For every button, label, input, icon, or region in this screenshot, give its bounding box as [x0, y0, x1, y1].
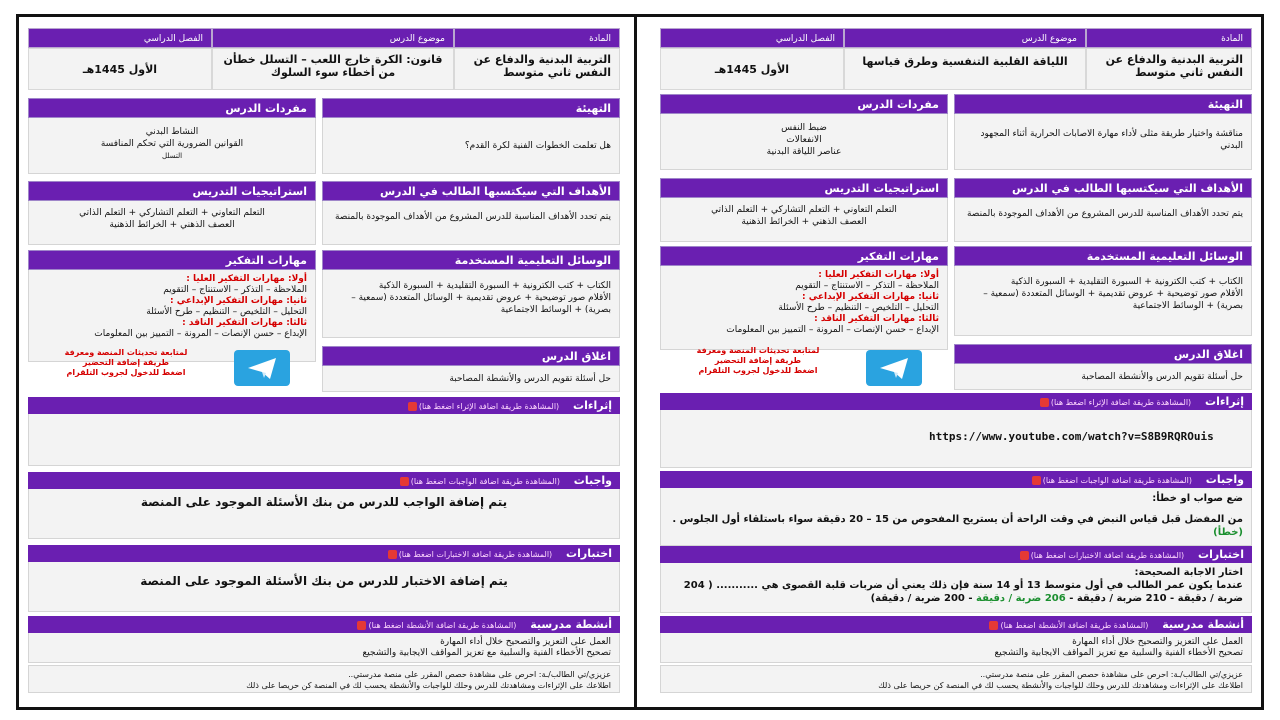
note-line: عزيزي/تي الطالب/ـة: احرص على مشاهدة حصص المقرر على منصة مدرستي..: [348, 670, 611, 679]
homework-link[interactable]: (المشاهدة طريقة اضافة الواجبات اضغط هنا): [410, 477, 560, 486]
activities-line: تصحيح الأخطاء الفنية والسلبية مع تعزيز المواقف الايجابية والتشجيع: [994, 648, 1243, 658]
closing-body: حل أسئلة تقويم الدرس والأنشطة المصاحبة: [954, 364, 1252, 390]
strategies-body: [660, 198, 948, 242]
vocab-body: [660, 114, 948, 170]
strategies-title: استراتيجيات التدريس: [660, 178, 948, 198]
activities-line: العمل على التعزيز والتصحيح خلال أداء المهارة: [440, 637, 611, 647]
activities-body: [28, 633, 620, 663]
vocab-line: عناصر اللياقة البدنية: [766, 147, 842, 157]
closing-body: حل أسئلة تقويم الدرس والأنشطة المصاحبة: [322, 366, 620, 392]
warmup-title: التهيئة: [954, 94, 1252, 114]
enrich-header: [660, 393, 1252, 410]
tools-title: الوسائل التعليمية المستخدمة: [954, 246, 1252, 266]
tools-line: الكتاب + كتب الكترونية + السبورة التقليدية + السبورة الذكية: [378, 281, 611, 291]
page-divider: [634, 14, 637, 710]
vocab-line: التسلل: [161, 152, 183, 160]
closing-title: اغلاق الدرس: [322, 346, 620, 366]
thinking-title: مهارات التفكير: [660, 246, 948, 266]
enrich-body: [660, 410, 1252, 468]
tests-question-text: عندما يكون عمر الطالب في أول متوسط 13 أو 14 سنة فإن ذلك يعني أن ضربات قلبة القصوى هي ........... ( 204 ضربة / دقيقة - 210 ضربة / دقيقة -: [683, 580, 1243, 604]
vocab-title: مفردات الدرس: [28, 98, 316, 118]
youtube-icon[interactable]: [989, 621, 998, 630]
thinking-line: الملاحظة – التذكر – الاستنتاج – التقويم: [163, 285, 307, 295]
lesson-plan-left: [28, 28, 620, 696]
promo-line: لمتابعة تحديثات المنصة ومعرفة: [64, 348, 188, 357]
thinking-body: [660, 266, 948, 350]
tests-title: اختبارات: [566, 547, 612, 560]
youtube-icon[interactable]: [1020, 551, 1029, 560]
vocab-line: ضبط النفس: [781, 123, 827, 133]
enrich-body: [28, 414, 620, 466]
vocab-title: مفردات الدرس: [660, 94, 948, 114]
promo-line: طريقة إضافة التحضير: [714, 356, 802, 365]
telegram-icon[interactable]: [866, 350, 922, 386]
vocab-line: النشاط البدني: [145, 127, 199, 137]
youtube-icon[interactable]: [400, 477, 409, 486]
promo-line: اضغط للدخول لجروب التلقرام: [66, 368, 186, 377]
thinking-line: التحليل – التلخيص – التنظيم – طرح الأسئلة: [778, 303, 939, 313]
vocab-line: الانفعالات: [786, 135, 822, 145]
enrich-title: إثراءات: [1205, 395, 1244, 408]
note-line: اطلاعك على الإثراءات ومشاهدتك للدرس وحلك للواجبات والأنشطة يحسب لك في المنصة كن حريصا على ذلك: [246, 681, 611, 690]
enrich-title: إثراءات: [573, 399, 612, 412]
homework-title: واجبات: [573, 474, 612, 487]
thinking-line: ثالثا: مهارات التفكير الناقد :: [182, 318, 307, 328]
strategies-line: العصف الذهني + الخرائط الذهنية: [109, 220, 235, 230]
term-value: الأول 1445هـ: [28, 48, 212, 90]
vocab-line: القوانين الضرورية التي تحكم المنافسة: [100, 139, 244, 149]
homework-link[interactable]: (المشاهدة طريقة اضافة الواجبات اضغط هنا): [1042, 476, 1192, 485]
thinking-line: التحليل – التلخيص – التنظيم – طرح الأسئلة: [146, 307, 307, 317]
strategies-line: التعلم التعاوني + التعلم التشاركي + التعلم الذاتي: [79, 208, 265, 218]
vocab-body: [28, 118, 316, 174]
homework-body: يتم إضافة الواجب للدرس من بنك الأسئلة الموجود على المنصة: [28, 489, 620, 539]
activities-body: [660, 633, 1252, 663]
student-note: [28, 665, 620, 693]
activities-line: العمل على التعزيز والتصحيح خلال أداء المهارة: [1072, 637, 1243, 647]
strategies-title: استراتيجيات التدريس: [28, 181, 316, 201]
thinking-line: أولا: مهارات التفكير العليا :: [818, 270, 939, 280]
topic-value: قانون: الكرة خارج اللعب – التسلل خطأن من أخطاء سوء السلوك: [212, 48, 454, 90]
enrich-url[interactable]: https://www.youtube.com/watch?v=S8B9RQROuis: [929, 430, 1214, 443]
warmup-title: التهيئة: [322, 98, 620, 118]
activities-header: [28, 616, 620, 633]
enrich-link[interactable]: (المشاهدة طريقة اضافة الإثراء اضغط هنا): [418, 402, 560, 411]
promo-line: طريقة إضافة التحضير: [82, 358, 170, 367]
thinking-line: الإبداع – حسن الإنصات – المرونة – التمييز بين المعلومات: [94, 329, 307, 339]
homework-header: [660, 471, 1252, 488]
tests-title: اختبارات: [1198, 548, 1244, 561]
tools-body: [322, 270, 620, 338]
tests-question-end: - 200 ضربة / دقيقة): [870, 593, 973, 604]
strategies-line: العصف الذهني + الخرائط الذهنية: [741, 217, 867, 227]
closing-title: اغلاق الدرس: [954, 344, 1252, 364]
telegram-icon[interactable]: [234, 350, 290, 386]
activities-link[interactable]: (المشاهدة طريقة اضافة الأنشطة اضغط هنا): [1000, 621, 1149, 630]
term-label: الفصل الدراسي: [660, 28, 844, 48]
activities-title: أنشطة مدرسية: [1162, 618, 1244, 631]
goals-body: يتم تحدد الأهداف المناسبة للدرس المشروع من الأهداف الموجودة بالمنصة: [954, 198, 1252, 242]
tests-body: [660, 563, 1252, 613]
thinking-line: الإبداع – حسن الإنصات – المرونة – التمييز بين المعلومات: [726, 325, 939, 335]
goals-body: يتم تحدد الأهداف المناسبة للدرس المشروع من الأهداف الموجودة بالمنصة: [322, 201, 620, 245]
topic-value: اللياقة القلبية التنفسية وطرق قياسها: [844, 48, 1086, 90]
youtube-icon[interactable]: [1032, 476, 1041, 485]
tools-line: الكتاب + كتب الكترونية + السبورة التقليدية + السبورة الذكية: [1010, 277, 1243, 287]
thinking-line: أولا: مهارات التفكير العليا :: [186, 274, 307, 284]
homework-question-head: ضع صواب او خطأ:: [1152, 493, 1243, 504]
tests-header: [660, 546, 1252, 563]
tests-link[interactable]: (المشاهدة طريقة اضافة الاختبارات اضغط هنا): [398, 550, 553, 559]
term-value: الأول 1445هـ: [660, 48, 844, 90]
note-line: عزيزي/تي الطالب/ـة: احرص على مشاهدة حصص المقرر على منصة مدرستي..: [980, 670, 1243, 679]
warmup-body: هل تعلمت الخطوات الفنية لكرة القدم؟: [322, 118, 620, 174]
enrich-link[interactable]: (المشاهدة طريقة اضافة الإثراء اضغط هنا): [1050, 398, 1192, 407]
homework-question-text: من المفضل قبل قياس النبض في وقت الراحة أن يستريح المفحوص من 15 – 20 دقيقة سواء باستلقاء أول الجلوس .: [672, 514, 1243, 525]
activities-line: تصحيح الأخطاء الفنية والسلبية مع تعزيز المواقف الايجابية والتشجيع: [362, 648, 611, 658]
strategies-line: التعلم التعاوني + التعلم التشاركي + التعلم الذاتي: [711, 205, 897, 215]
activities-title: أنشطة مدرسية: [530, 618, 612, 631]
youtube-icon[interactable]: [1040, 398, 1049, 407]
homework-title: واجبات: [1205, 473, 1244, 486]
subject-label: المادة: [454, 28, 620, 48]
homework-header: [28, 472, 620, 489]
term-label: الفصل الدراسي: [28, 28, 212, 48]
promo-line: اضغط للدخول لجروب التلقرام: [698, 366, 818, 375]
warmup-body: مناقشة واختيار طريقة مثلى لأداء مهارة الاصابات الحرارية أثناء المجهود البدني: [954, 114, 1252, 170]
goals-title: الأهداف التي سيكتسبها الطالب في الدرس: [954, 178, 1252, 198]
thinking-line: الملاحظة – التذكر – الاستنتاج – التقويم: [795, 281, 939, 291]
tools-line: الأقلام صور توضيحية + عروض تقديمية + الوسائل المتعددة (سمعية – بصرية) + الوسائط الاجتماعية: [351, 293, 611, 315]
thinking-line: ثانيا: مهارات التفكير الإبداعي :: [170, 296, 307, 306]
thinking-line: ثالثا: مهارات التفكير الناقد :: [814, 314, 939, 324]
thinking-line: ثانيا: مهارات التفكير الإبداعي :: [802, 292, 939, 302]
tests-body: يتم إضافة الاختبار للدرس من بنك الأسئلة الموجود على المنصة: [28, 562, 620, 612]
subject-value: التربية البدنية والدفاع عن النفس ثاني متوسط: [1086, 48, 1252, 90]
homework-answer: (خطأ): [1213, 527, 1243, 538]
homework-body: [660, 488, 1252, 546]
homework-question: [669, 513, 1243, 539]
activities-header: [660, 616, 1252, 633]
strategies-body: [28, 201, 316, 245]
goals-title: الأهداف التي سيكتسبها الطالب في الدرس: [322, 181, 620, 201]
thinking-title: مهارات التفكير: [28, 250, 316, 270]
promo-line: لمتابعة تحديثات المنصة ومعرفة: [696, 346, 820, 355]
tools-line: الأقلام صور توضيحية + عروض تقديمية + الوسائل المتعددة (سمعية – بصرية) + الوسائط الاجتماعية: [983, 289, 1243, 311]
enrich-header: [28, 397, 620, 414]
subject-label: المادة: [1086, 28, 1252, 48]
note-line: اطلاعك على الإثراءات ومشاهدتك للدرس وحلك للواجبات والأنشطة يحسب لك في المنصة كن حريصا على ذلك: [878, 681, 1243, 690]
tools-body: [954, 266, 1252, 336]
subject-value: التربية البدنية والدفاع عن النفس ثاني متوسط: [454, 48, 620, 90]
telegram-promo[interactable]: [660, 346, 856, 376]
activities-link[interactable]: (المشاهدة طريقة اضافة الأنشطة اضغط هنا): [368, 621, 517, 630]
student-note: [660, 665, 1252, 693]
youtube-icon[interactable]: [408, 402, 417, 411]
youtube-icon[interactable]: [388, 550, 397, 559]
tests-answer: 206 ضربة / دقيقة: [976, 593, 1066, 604]
topic-label: موضوع الدرس: [212, 28, 454, 48]
tests-question-head: اختار الاجابة الصحيحة:: [1134, 567, 1243, 578]
topic-label: موضوع الدرس: [844, 28, 1086, 48]
tests-question: [669, 579, 1243, 605]
lesson-plan-right: [660, 28, 1252, 696]
tools-title: الوسائل التعليمية المستخدمة: [322, 250, 620, 270]
youtube-icon[interactable]: [357, 621, 366, 630]
tests-link[interactable]: (المشاهدة طريقة اضافة الاختبارات اضغط هنا): [1030, 551, 1185, 560]
telegram-promo[interactable]: [28, 348, 224, 378]
tests-header: [28, 545, 620, 562]
